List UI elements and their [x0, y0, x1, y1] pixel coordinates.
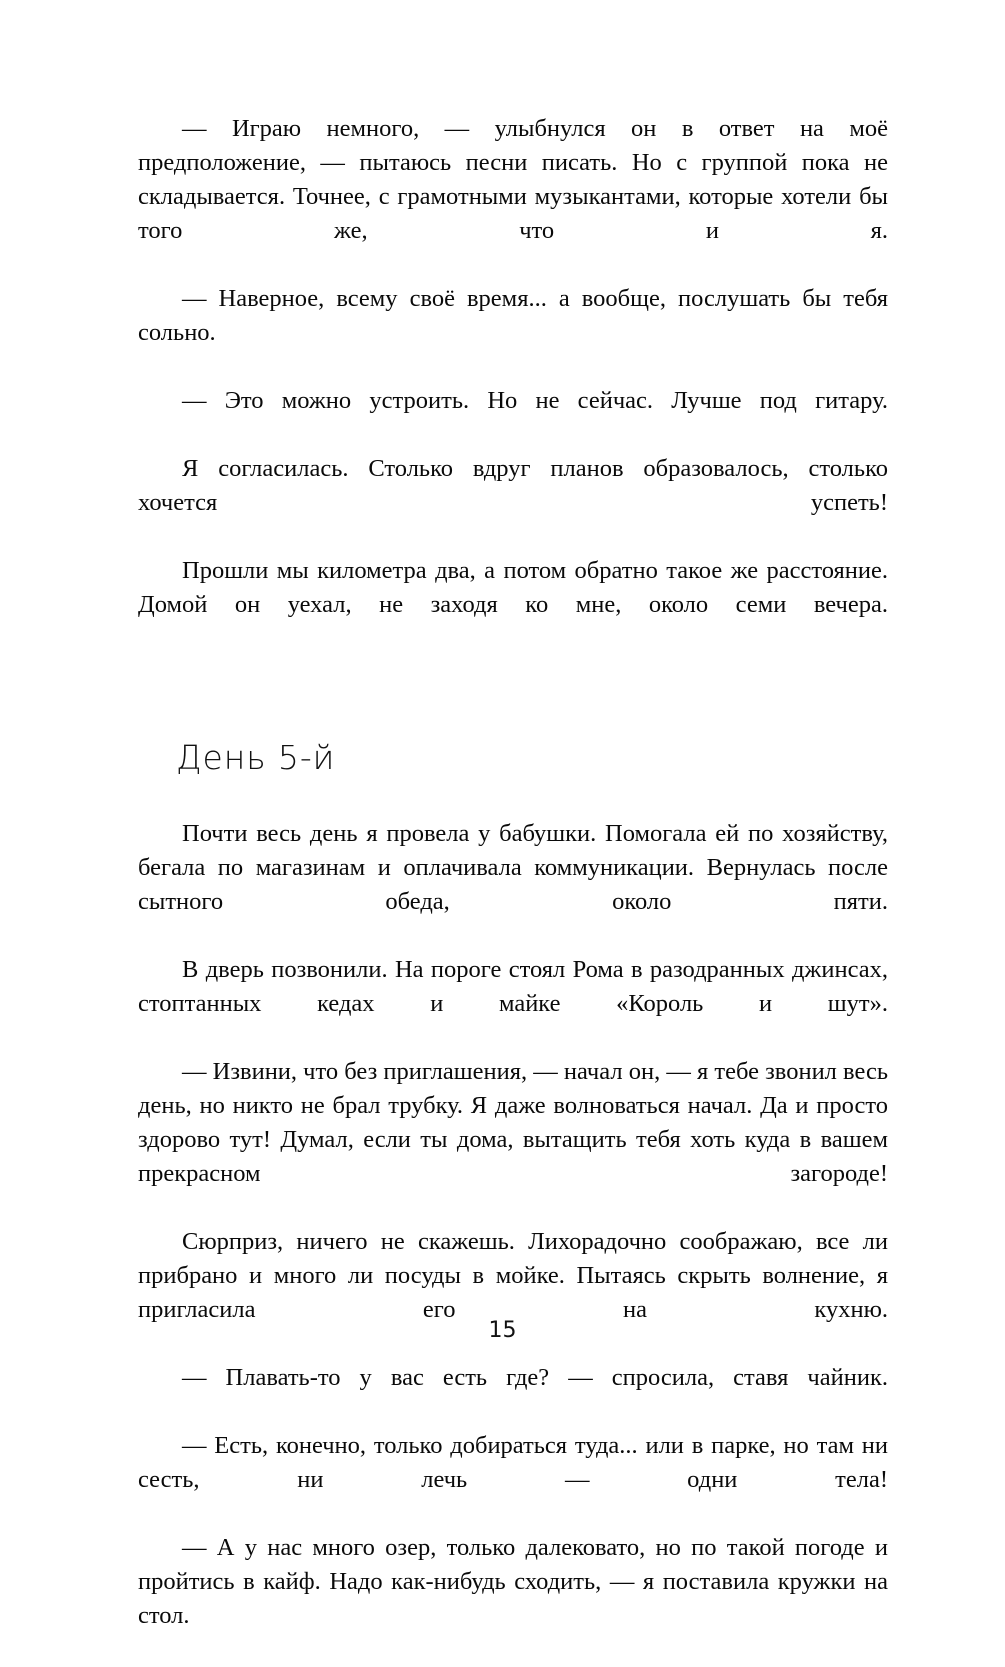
- paragraph: В дверь позвонили. На пороге стоял Рома в разодранных джинсах, стоптанных кедах и майке «Король и шут».: [138, 956, 888, 1017]
- paragraph: — Плавать-то у вас есть где? — спросила, ставя чайник.: [182, 1364, 888, 1391]
- paragraph: — Это можно устроить. Но не сейчас. Лучше под гитару.: [182, 387, 888, 414]
- paragraph-group-before-heading: [138, 112, 888, 656]
- paragraph: Сюрприз, ничего не скажешь. Лихорадочно соображаю, все ли прибрано и много ли посуды в мойке. Пытаясь скрыть волнение, я пригласила его на кухню.: [138, 1228, 888, 1323]
- text-column: [138, 112, 888, 1667]
- section-spacer-bottom: [138, 777, 888, 817]
- paragraph: Почти весь день я провела у бабушки. Помогала ей по хозяйству, бегала по магазинам и оплачивала коммуникации. Вернулась после сытного обеда, около пяти.: [138, 820, 888, 915]
- page-number: 15: [488, 1318, 517, 1343]
- section-heading-wrapper: [176, 738, 926, 777]
- section-spacer-top: [138, 656, 888, 738]
- paragraph-group-after-heading: [138, 817, 888, 1667]
- paragraph: — Наверное, всему своё время... а вообще, послушать бы тебя сольно.: [138, 285, 888, 346]
- paragraph: — Играю немного, — улыбнулся он в ответ на моё предположение, — пытаюсь песни писать. Но с группой пока не складывается. Точнее, с грамотными музыкантами, которые хотели бы того же, что и я.: [138, 115, 888, 244]
- paragraph: Я согласилась. Столько вдруг планов образовалось, столько хочется успеть!: [138, 455, 888, 516]
- paragraph: — А у нас много озер, только далековато, но по такой погоде и пройтись в кайф. Надо как-нибудь сходить, — я поставила кружки на стол.: [138, 1534, 888, 1629]
- paragraph: — Есть, конечно, только добираться туда... или в парке, но там ни сесть, ни лечь — одни тела!: [138, 1432, 888, 1493]
- paragraph: Прошли мы километра два, а потом обратно такое же расстояние. Домой он уехал, не заходя ко мне, около семи вечера.: [138, 557, 888, 618]
- section-heading: День 5-й: [176, 738, 336, 777]
- paragraph: — Извини, что без приглашения, — начал он, — я тебе звонил весь день, но никто не брал трубку. Я даже волноваться начал. Да и просто здорово тут! Думал, если ты дома, вытащить тебя хоть куда в вашем прекрасном загороде!: [138, 1058, 888, 1187]
